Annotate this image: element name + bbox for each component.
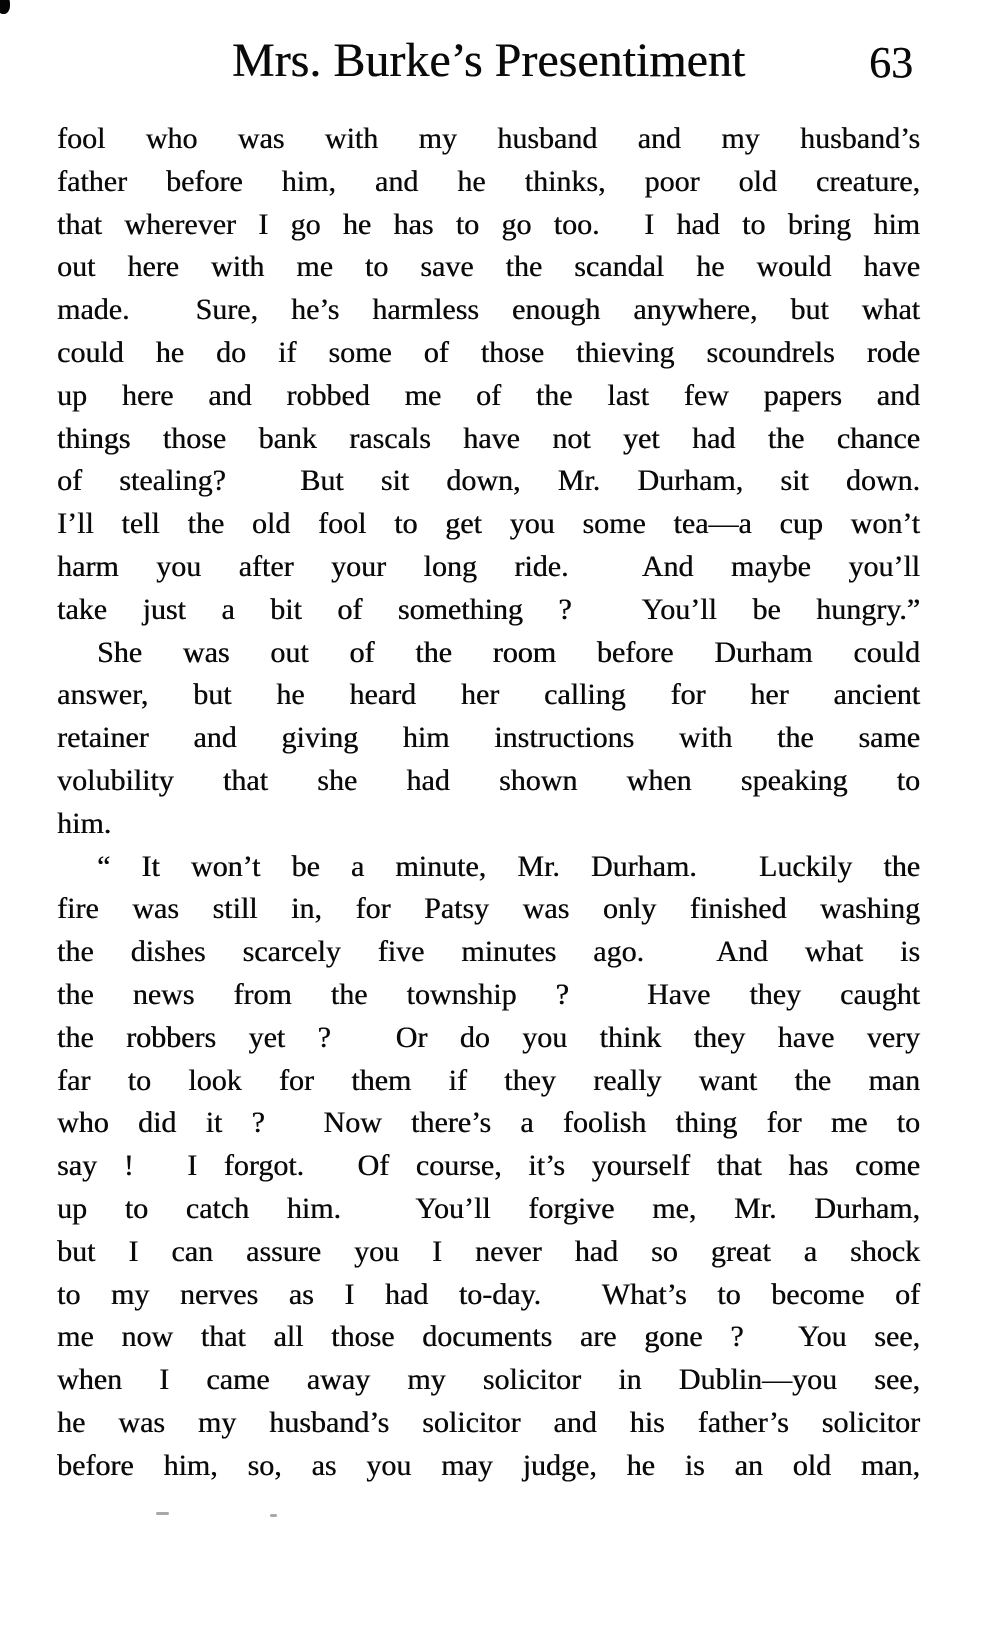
text-line: “ It won’t be a minute, Mr. Durham. Luckily the [97, 849, 920, 883]
text-line: retainer and giving him instructions with the same [57, 721, 920, 755]
text-line: up to catch him. You’ll forgive me, Mr. Durham, [57, 1191, 920, 1225]
text-line: harm you after your long ride. And maybe you’ll [57, 549, 920, 583]
text-line: the robbers yet ? Or do you think they have very [57, 1020, 920, 1054]
text-line: She was out of the room before Durham could [97, 635, 920, 669]
text-line: me now that all those documents are gone ? You see, [57, 1320, 920, 1354]
text-line: of stealing? But sit down, Mr. Durham, sit down. [57, 464, 920, 498]
text-line: far to look for them if they really want the man [57, 1063, 920, 1097]
body-text-block [57, 118, 920, 1488]
text-line: fire was still in, for Patsy was only finished washing [57, 892, 920, 926]
text-line: I’ll tell the old fool to get you some tea—a cup won’t [57, 507, 920, 541]
text-line: up here and robbed me of the last few papers and [57, 378, 920, 412]
text-line: before him, so, as you may judge, he is an old man, [57, 1448, 920, 1482]
text-line: fool who was with my husband and my husband’s [57, 122, 920, 155]
text-line: say ! I forgot. Of course, it’s yourself that has come [57, 1149, 920, 1183]
text-line: things those bank rascals have not yet had the chance [57, 421, 920, 455]
text-line: answer, but he heard her calling for her ancient [57, 678, 920, 712]
text-line: when I came away my solicitor in Dublin—you see, [57, 1363, 920, 1397]
text-line: volubility that she had shown when speaking to [57, 763, 920, 797]
scan-speck-artifact [156, 1512, 169, 1515]
scan-blot-artifact [0, 0, 10, 14]
text-line: the news from the township ? Have they caught [57, 977, 920, 1011]
text-line: out here with me to save the scandal he would have [57, 250, 920, 284]
text-line: that wherever I go he has to go too. I had to bring him [57, 207, 920, 241]
text-line: who did it ? Now there’s a foolish thing for me to [57, 1106, 920, 1140]
text-line: father before him, and he thinks, poor old creature, [57, 164, 920, 198]
text-line: the dishes scarcely five minutes ago. And what is [57, 935, 920, 969]
text-line: could he do if some of those thieving scoundrels rode [57, 335, 920, 369]
scan-speck-artifact [270, 1514, 277, 1517]
text-line: made. Sure, he’s harmless enough anywhere, but what [57, 293, 920, 327]
text-line: to my nerves as I had to-day. What’s to become of [57, 1277, 920, 1311]
text-line: but I can assure you I never had so great a shock [57, 1234, 920, 1268]
page-number: 63 [869, 38, 913, 87]
text-line: him. [57, 806, 112, 840]
text-line: take just a bit of something ? You’ll be hungry.” [57, 592, 920, 626]
text-line: he was my husband’s solicitor and his father’s solicitor [57, 1405, 920, 1439]
running-header-title: Mrs. Burke’s Presentiment [231, 34, 746, 87]
